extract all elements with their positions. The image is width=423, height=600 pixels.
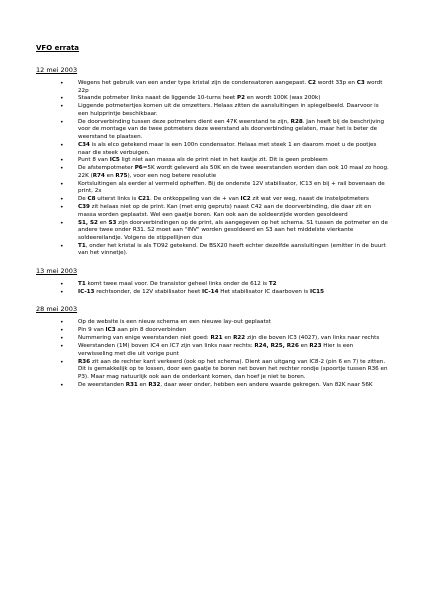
section-date: 28 mei 2003 bbox=[36, 305, 78, 314]
errata-item bbox=[34, 327, 389, 335]
component-ref: R74 bbox=[92, 172, 105, 179]
errata-text: aan pin 8 doorverbinden bbox=[115, 327, 187, 334]
component-ref: R36 bbox=[78, 358, 91, 365]
component-ref: P6 bbox=[134, 165, 143, 172]
component-ref: C21 bbox=[138, 196, 150, 203]
errata-text: . De ontkoppeling van de + van bbox=[149, 196, 241, 203]
errata-text: Het stabilisator IC daarboven is bbox=[218, 288, 310, 295]
errata-list bbox=[34, 281, 389, 296]
component-ref: C8 bbox=[87, 196, 96, 203]
errata-text: Wegens het gebruik van een ander type kristal zijn de condensatoren aangepast. bbox=[78, 80, 308, 86]
errata-item bbox=[34, 281, 389, 289]
errata-text: Weerstanden (1M) boven IC4 en IC7 zijn van links naar rechts: bbox=[78, 343, 255, 350]
component-ref: R24, R25, R26 bbox=[254, 343, 299, 350]
errata-text: en bbox=[298, 343, 310, 350]
component-ref: R23 bbox=[309, 343, 322, 350]
errata-text: Nummering van enige weerstanden niet goed: bbox=[78, 335, 211, 342]
errata-text: komt twee maal voor. De transistor geheel links onder de 612 is bbox=[85, 280, 269, 287]
component-ref: IC-14 bbox=[202, 288, 219, 295]
errata-item bbox=[34, 196, 389, 204]
errata-list bbox=[34, 319, 389, 389]
errata-text: . Jan heeft bij de beschrijving voor de montage van de twee potmeters deze weerstand als doorverbinding gelaten, maar het is beter de weerstand te plaatsen. bbox=[78, 118, 385, 141]
document-title: VFO errata bbox=[36, 44, 80, 52]
component-ref: R28 bbox=[290, 118, 303, 125]
component-ref: R22 bbox=[233, 335, 246, 342]
errata-text: =5K wordt geleverd als 50K en de twee weerstanden worden dan ook 10 maal zo hoog. 22K ( bbox=[78, 165, 389, 179]
errata-item bbox=[34, 181, 389, 196]
component-ref: IC-13 bbox=[78, 288, 95, 295]
errata-text: zit wat ver weg, naast de instelpotmeters bbox=[250, 196, 369, 203]
errata-text: wordt 33p en bbox=[316, 80, 357, 86]
errata-text: De afstempotmeter bbox=[78, 165, 135, 172]
errata-item bbox=[34, 165, 389, 180]
errata-text: wordt 22p bbox=[78, 80, 383, 94]
component-ref: C3 bbox=[356, 80, 365, 86]
errata-item bbox=[34, 359, 389, 382]
errata-text: en wordt 100K (was 200k) bbox=[245, 95, 321, 102]
component-ref: IC2 bbox=[240, 196, 251, 203]
errata-text: en bbox=[104, 172, 116, 179]
errata-sections bbox=[34, 66, 389, 389]
errata-text: is als elco getekend maar is een 100n condensator. Helaas met steek 1 en daarom moet u de pootjes naar die steek verbuigen. bbox=[78, 141, 377, 156]
component-ref: R21 bbox=[210, 335, 223, 342]
errata-text: Hier is een verwisseling met die uit vorige punt bbox=[78, 343, 354, 357]
errata-item bbox=[34, 142, 389, 157]
errata-item bbox=[34, 95, 389, 103]
errata-text: uiterst links is bbox=[95, 196, 139, 203]
errata-text: De weerstanden bbox=[78, 381, 126, 388]
errata-item bbox=[34, 382, 389, 390]
errata-text: zijn die boven IC3 (4027), van links naar rechts bbox=[245, 335, 380, 342]
errata-text: zijn doorverbindingen op de print, als aangegeven op het schema. S1 tussen de potmeter en de andere twee onder R31. S2 moet aan "INV" worden gesoldeerd en S3 aan het middelste vierkante soldeereilandje. Volgens de stippellijnen dus bbox=[78, 219, 388, 241]
errata-item bbox=[34, 243, 389, 258]
component-ref: C2 bbox=[308, 80, 316, 86]
errata-item bbox=[34, 319, 389, 327]
errata-text: zit helaas niet op de print. Kan (met enig gepruts) naast C42 aan de doorverbinding, die daar zit en massa worden geplaatst. Wel een gaatje boren. Kan ook aan de soldeerzijde worden gesoldeerd bbox=[78, 204, 372, 218]
errata-text: , onder het kristal is als TO92 getekend. De BSX20 heeft echter dezelfde aansluitingen (emitter in de buurt van het vinnetje). bbox=[78, 242, 386, 257]
errata-item bbox=[34, 343, 389, 358]
errata-item bbox=[34, 103, 389, 118]
errata-text: De doorverbinding tussen deze potmeters dient een 47K weerstand te zijn, bbox=[78, 118, 291, 125]
component-ref: T2 bbox=[268, 280, 277, 287]
errata-item bbox=[34, 220, 389, 243]
component-ref: IC15 bbox=[310, 288, 324, 295]
component-ref: R31 bbox=[125, 381, 138, 388]
errata-text: ), voor een nog betere resolutie bbox=[127, 172, 217, 179]
component-ref: IC5 bbox=[109, 157, 120, 164]
errata-item bbox=[34, 289, 389, 297]
errata-text: en bbox=[97, 219, 109, 226]
component-ref: P2 bbox=[237, 95, 246, 102]
component-ref: R32 bbox=[148, 381, 161, 388]
errata-item bbox=[34, 80, 389, 95]
component-ref: C39 bbox=[78, 204, 90, 211]
errata-text: Punt 8 van bbox=[78, 157, 110, 164]
errata-text: en bbox=[222, 335, 234, 342]
section-date: 13 mei 2003 bbox=[36, 266, 78, 275]
errata-item bbox=[34, 335, 389, 343]
errata-text: ligt niet aan massa als de print niet in het kastje zit. Dit is geen probleem bbox=[119, 157, 328, 164]
errata-text: en bbox=[137, 381, 149, 388]
section-date: 12 mei 2003 bbox=[36, 66, 78, 74]
errata-item bbox=[34, 157, 389, 165]
errata-text: Pin 9 van bbox=[78, 327, 106, 334]
errata-text: Liggende potmetertjes komen uit de omzetters. Helaas zitten de aansluitingen in spiegelbeeld. Daarvoor is een hulpprintje beschikbaar. bbox=[78, 103, 379, 117]
component-ref: T1 bbox=[78, 242, 86, 249]
component-ref: R75 bbox=[115, 172, 128, 179]
component-ref: S3 bbox=[108, 219, 117, 226]
component-ref: T1 bbox=[78, 280, 86, 287]
errata-item bbox=[34, 204, 389, 219]
component-ref: C34 bbox=[78, 141, 90, 148]
errata-item bbox=[34, 119, 389, 142]
errata-text: rechtsonder, de 12V stabilisator heet bbox=[94, 288, 203, 295]
errata-text: Kortsluitingen als eerder al vermeld opheffen. Bij de onderste 12V stabilisator, IC13 en bij + rail bovenaan de print, 2x bbox=[78, 180, 385, 195]
component-ref: IC3 bbox=[105, 327, 116, 334]
errata-list bbox=[34, 80, 389, 258]
errata-text: Op de website is een nieuw schema en een nieuwe lay-out geplaatst bbox=[78, 319, 271, 326]
errata-text: zit aan de rechter kant verkeerd (ook op het schema). Dient aan uitgang van IC8-2 (pin 6 en 7) te zitten. Dit is gemakkelijk op te lossen, door een gaatje te boren net boven het rechter rondje (spoortje tussen R36 en P3). Maar mag natuurlijk ook aan de onderkant komen, dan hoef je niet te boren. bbox=[78, 358, 388, 380]
component-ref: S1, S2 bbox=[78, 219, 98, 226]
errata-text: De bbox=[78, 196, 88, 203]
errata-text: , daar weer onder, hebben een andere waarde gekregen. Van 82K naar 56K bbox=[160, 381, 373, 388]
errata-text: Staande potmeter links naast de liggende 10-turns heet bbox=[78, 95, 238, 102]
